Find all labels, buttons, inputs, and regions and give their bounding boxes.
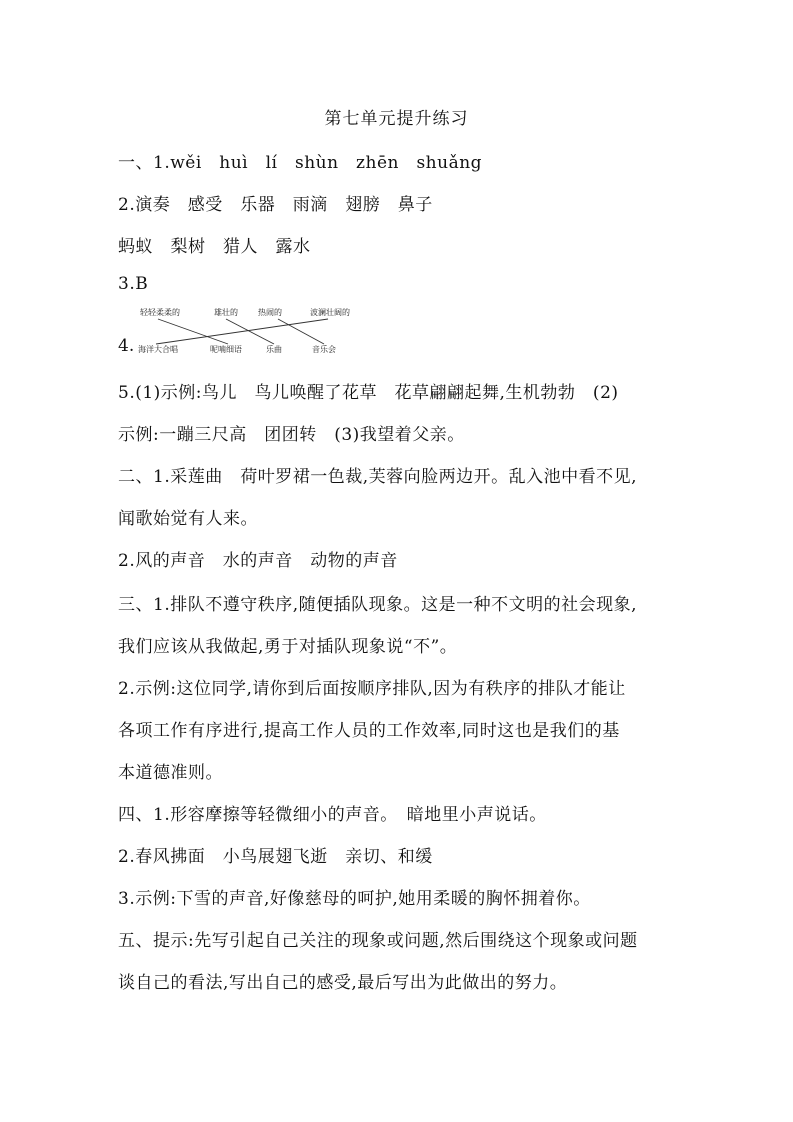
answer-line-11: 三、1.排队不遵守秩序,随便插队现象。这是一种不文明的社会现象, bbox=[118, 595, 638, 615]
match-bottom-1: 海洋大合唱 bbox=[138, 345, 178, 354]
answer-line-15: 本道德准则。 bbox=[118, 763, 223, 783]
answer-line-17: 2.春风拂面 小鸟展翅飞逝 亲切、和缓 bbox=[118, 847, 433, 867]
match-line-4 bbox=[156, 319, 328, 344]
match-top-2: 雄壮的 bbox=[214, 308, 238, 317]
answer-line-14: 各项工作有序进行,提高工作人员的工作效率,同时这也是我们的基 bbox=[118, 721, 620, 741]
page-title: 第七单元提升练习 bbox=[324, 109, 469, 129]
match-bottom-3: 乐曲 bbox=[266, 345, 282, 354]
answer-line-16: 四、1.形容摩擦等轻微细小的声音。 暗地里小声说话。 bbox=[118, 805, 547, 825]
answer-line-1: 一、1.wěi huì lí shùn zhēn shuǎng bbox=[118, 153, 483, 173]
answer-line-2: 2.演奏 感受 乐器 雨滴 翅膀 鼻子 bbox=[118, 195, 433, 215]
answer-line-9: 闻歌始觉有人来。 bbox=[118, 509, 258, 529]
answer-line-20: 谈自己的看法,写出自己的感受,最后写出为此做出的努力。 bbox=[118, 973, 568, 993]
answer-line-3: 蚂蚁 梨树 猎人 露水 bbox=[118, 237, 311, 257]
match-bottom-4: 音乐会 bbox=[312, 345, 336, 354]
answer-line-18: 3.示例:下雪的声音,好像慈母的呵护,她用柔暖的胸怀拥着你。 bbox=[118, 889, 591, 909]
answer-line-6: 5.(1)示例:鸟儿 鸟儿唤醒了花草 花草翩翩起舞,生机勃勃 (2) bbox=[118, 383, 619, 403]
question-4-number: 4. bbox=[118, 336, 135, 356]
match-bottom-2: 呢喃细语 bbox=[210, 345, 242, 354]
answer-line-8: 二、1.采莲曲 荷叶罗裙一色裁,芙蓉向脸两边开。乱入池中看不见, bbox=[118, 467, 638, 487]
answer-line-12: 我们应该从我做起,勇于对插队现象说“不”。 bbox=[118, 637, 458, 657]
answer-line-13: 2.示例:这位同学,请你到后面按顺序排队,因为有秩序的排队才能让 bbox=[118, 679, 626, 699]
answer-line-19: 五、提示:先写引起自己关注的现象或问题,然后围绕这个现象或问题 bbox=[118, 931, 638, 951]
match-top-3: 热闹的 bbox=[258, 308, 282, 317]
answer-line-10: 2.风的声音 水的声音 动物的声音 bbox=[118, 551, 398, 571]
match-line-2 bbox=[226, 319, 274, 344]
match-line-1 bbox=[158, 319, 228, 344]
answer-line-7: 示例:一蹦三尺高 团团转 (3)我望着父亲。 bbox=[118, 425, 465, 445]
match-top-1: 轻轻柔柔的 bbox=[140, 308, 180, 317]
match-top-4: 波澜壮阔的 bbox=[310, 308, 350, 317]
answer-line-4: 3.B bbox=[118, 274, 149, 294]
matching-diagram bbox=[118, 303, 378, 359]
